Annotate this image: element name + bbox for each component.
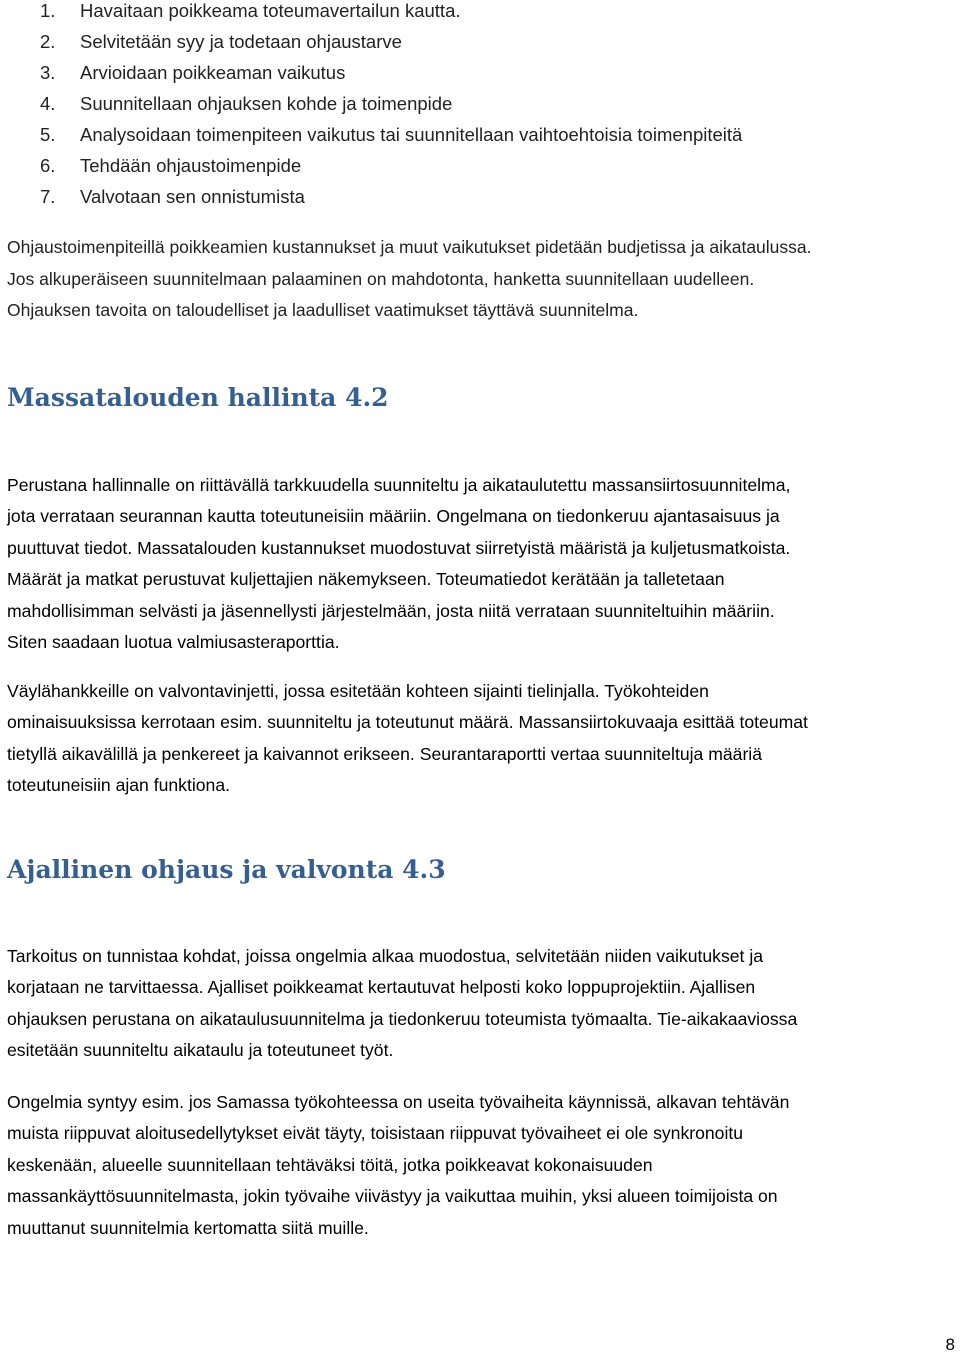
text-line: Tarkoitus on tunnistaa kohdat, joissa ongelmia alkaa muodostua, selvitetään niiden vaikutukset ja [7,946,764,966]
list-item [0,57,742,88]
time-paragraph-1 [7,941,955,1067]
page-number: 8 [945,1335,955,1354]
text-line: toteutuneisiin ajan funktiona. [7,775,231,796]
text-line: tietyllä aikavälillä ja penkereet ja kaivannot erikseen. Seurantaraportti vertaa suunniteltuja määriä [7,743,763,764]
list-item [0,150,742,181]
list-item [0,181,742,212]
text-line: ominaisuuksissa kerrotaan esim. suunniteltu ja toteutunut määrä. Massansiirtokuvaaja esittää toteumat [7,712,808,733]
procedure-step-list [0,0,742,212]
list-item-text: Arvioidaan poikkeaman vaikutus [80,62,346,83]
text-line: jota verrataan seurannan kautta toteutuneisiin määriin. Ongelmana on tiedonkeruu ajantasaisuus ja [7,506,780,527]
section-heading-time-control: Ajallinen ohjaus ja valvonta 4.3 [7,855,446,884]
list-item-text: Suunnitellaan ohjauksen kohde ja toimenpide [80,93,453,114]
list-item [0,88,742,119]
mass-paragraph-1 [7,470,955,658]
list-item-number: 3. [40,62,56,83]
text-line: muuttanut suunnitelmia kertomatta siitä muille. [7,1217,369,1238]
text-line: mahdollisimman selvästi ja jäsennellysti järjestelmään, josta niitä verrataan suunniteltuihin määriin. [7,600,775,621]
time-paragraph-2 [7,1087,955,1244]
intro-line: Jos alkuperäiseen suunnitelmaan palaaminen on mahdotonta, hanketta suunnitellaan uudelleen. [7,268,755,289]
list-item-text: Havaitaan poikkeama toteumavertailun kautta. [80,0,461,21]
list-item-text: Selvitetään syy ja todetaan ohjaustarve [80,31,402,52]
list-item-number: 7. [40,186,56,207]
text-line: Siten saadaan luotua valmiusasteraporttia. [7,632,340,653]
text-line: massankäyttösuunnitelmasta, jokin työvaihe viivästyy ja vaikuttaa muihin, yksi alueen toimijoista on [7,1186,778,1207]
text-line: Määrät ja matkat perustuvat kuljettajien näkemykseen. Toteumatiedot kerätään ja talletetaan [7,569,725,590]
list-item-text: Valvotaan sen onnistumista [80,186,305,207]
list-item [0,0,742,26]
intro-line: Ohjauksen tavoita on taloudelliset ja laadulliset vaatimukset täyttävä suunnitelma. [7,300,639,320]
list-item-number: 1. [40,0,56,21]
text-line: puuttuvat tiedot. Massatalouden kustannukset muodostuvat siirretyistä määristä ja kuljetusmatkoista. [7,537,791,558]
intro-line: Ohjaustoimenpiteillä poikkeamien kustannukset ja muut vaikutukset pidetään budjetissa ja aikataulussa. [7,237,812,257]
list-item [0,26,742,57]
text-line: Väylähankkeille on valvontavinjetti, jossa esitetään kohteen sijainti tielinjalla. Työkohteiden [7,681,709,701]
text-line: muista riippuvat aloitusedellytykset eivät täyty, toisistaan riippuvat työvaiheet ei ole synkronoitu [7,1123,744,1144]
list-item [0,119,742,150]
text-line: esitetään suunniteltu aikataulu ja toteutuneet työt. [7,1040,394,1061]
text-line: korjataan ne tarvittaessa. Ajalliset poikkeamat kertautuvat helposti koko loppuprojektiin. Ajallisen [7,977,756,998]
list-item-number: 4. [40,93,56,114]
text-line: ohjauksen perustana on aikataulusuunnitelma ja tiedonkeruu toteumista työmaalta. Tie-aikakaaviossa [7,1008,798,1029]
mass-paragraph-2 [7,676,955,802]
section-heading-mass-economy: Massatalouden hallinta 4.2 [7,383,389,412]
list-item-number: 5. [40,124,56,145]
intro-paragraph [7,232,957,327]
list-item-text: Analysoidaan toimenpiteen vaikutus tai suunnitellaan vaihtoehtoisia toimenpiteitä [80,124,743,145]
text-line: Ongelmia syntyy esim. jos Samassa työkohteessa on useita työvaiheita käynnissä, alkavan tehtävän [7,1092,790,1112]
text-line: keskenään, alueelle suunnitellaan tehtäväksi töitä, jotka poikkeavat kokonaisuuden [7,1154,653,1175]
list-item-number: 6. [40,155,56,176]
list-item-text: Tehdään ohjaustoimenpide [80,155,302,176]
text-line: Perustana hallinnalle on riittävällä tarkkuudella suunniteltu ja aikataulutettu massansiirtosuunnitelma, [7,475,791,495]
list-item-number: 2. [40,31,56,52]
